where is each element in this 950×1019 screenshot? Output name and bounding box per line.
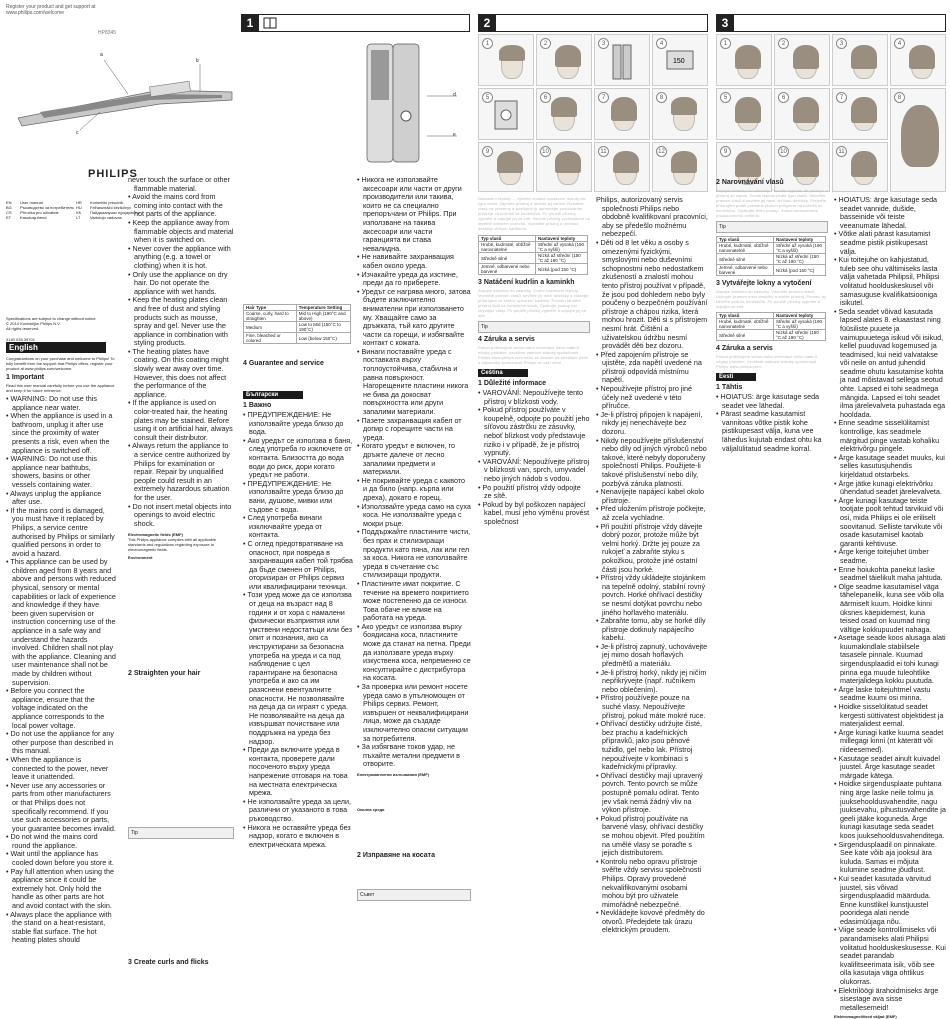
bullet: • When the appliance is connected to the power, never leave it unattended. bbox=[6, 754, 109, 782]
czech-col-1: Nastavení teploty … vyberte vhodné nastavení teploty dle typu vlasů. Zapněte přístroj a nechte jej zahřát. Rozdělte vlasy na prameny a postupně je narovnejte posouváním přístroje od kořínků ke konečkům. Po použití přístroj vypněte a odpojte jej ze sítě. Nechte přístroj vychladnout na tepelně odolném povrchu. Vyčistěte přístroj a ohřívací destičky vlhkým hadříkem. Typ vlasů Nastavení teploty Hrubé, kudrnaté, obtížně narovnatelné Střední až vysoká (190 °C a vyšší) Středně silné Nízká až střední (150 °C až 190 °C) Jemné, odbarvené nebo barvené Nízká (pod 150 °C) 3 Natáčení kudrlin a kaminkh Zapojte zástrčku do zásuvky. Zvolte nastavení teploty. Vezměte pramen vlasů, sevřete jej mezi destičky a otáčejte přístrojem ve směru vytvoření kudrliny. Pomalu táhněte přístroj dolů ke konečkům vlasů. Opakujte postup pro zbývající vlasy. Po použití přístroj vypněte a odpojte jej ze sítě. Tip 4 Záruka a servis Pokud potřebujete servis nebo informace nebo máte-li nějaký problém, navštivte webové stránky společnosti Philips www.philips.com nebo se obraťte na středisko péče o zákazníky společnosti Philips ve vaší zemi. Čeština 1 Důležité informace • VAROVÁNÍ: Nepoužívejte tento přístroj v blízkosti vody. • Pokud přístroj používáte v koupelně, odpojte po použití jeho síťovou zástrčku ze zásuvky, neboť blízkost vody představuje riziko i v případě, že je přístroj vypnutý. • VAROVÁNÍ: Nepoužívejte přístroj v blízkosti van, sprch, umyvadel nebo jiných nádob s vodou. • Po použití přístroj vždy odpojte ze sítě. • Pokud by byl poškozen napájecí kabel, musí jeho výměnu provést společnost bbox=[478, 196, 590, 526]
bullet: • WARNING: Do not use this appliance near water. bbox=[6, 394, 97, 412]
bullet: • Before you connect the appliance, ensure that the voltage indicated on the appliance corresponds to the local power voltage. bbox=[6, 686, 105, 730]
page-1-panel bbox=[237, 0, 474, 898]
bullet: • Използвайте уреда само на суха коса. Не използвайте уреда с мокри ръце. bbox=[357, 501, 471, 528]
panel-number: 2 bbox=[478, 14, 496, 32]
section-heading: 1 Important bbox=[6, 374, 45, 381]
bullet: • Nenavíjejte napájecí kabel okolo přístroje. bbox=[596, 487, 705, 505]
bullet: • Уредът се нагрява много, затова бъдете изключително внимателни при използването му. Хващайте само за дръжката, тъй като другите части са горещи, и избягвайте контакт с кожата. bbox=[357, 286, 471, 348]
brand-logo: PHILIPS bbox=[88, 168, 138, 180]
emf-heading: Electromagnetic fields (EMF) bbox=[128, 532, 183, 538]
intro-text: Congratulations on your purchase and welcome to Philips! To fully benefit from the support that Philips offers, register your product at www.philips.com/welcome. bbox=[6, 356, 115, 371]
bullet: • Pokud přístroj používáte v koupelně, odpojte po použití jeho síťovou zástrčku ze zásuvky, neboť blízkost vody představuje riziko i v případě, že je přístroj vypnutý. bbox=[478, 405, 590, 458]
step-cell: 1 bbox=[716, 34, 772, 86]
register-line: Register your product and get support at bbox=[6, 4, 96, 10]
bullet: • Při použití přístroje vždy dávejte dobrý pozor, protože může být velmi horký. Držte jej pouze za rukojeť a zabraňte styku s pokožkou, protože jiné ostatní části jsou horké. bbox=[596, 521, 703, 574]
step-cell: 7 bbox=[594, 88, 650, 140]
bullet: • This appliance can be used by children aged from 8 years and above and persons with reduced physical, sensory or mental capabilities or lack of experience and knowledge if they have been given supervision or instruction concerning use of the appliance in a safe way and understand the hazards involved. Children shall not play with the appliance. Cleaning and user maintenance shall not be made by children without supervision. bbox=[6, 557, 116, 687]
panel-number: 3 bbox=[716, 14, 734, 32]
english-col-3 bbox=[243, 176, 353, 849]
step-cell: 6 bbox=[536, 88, 592, 140]
bullet: • Enne hoiukohta panekut laske seadmel täielikult maha jahtuda. bbox=[834, 564, 943, 583]
bullet: • Olge seadme kasutamisel väga tähelepanelik, kuna see võib olla äärmiselt kuum. Hoidke kinni üksnes käepidemest, kuna teised osad on kuumad ning vältige kokkupuudet nahaga. bbox=[834, 581, 944, 634]
bullet: • VAROVÁNÍ: Nepoužívejte přístroj v blízkosti van, sprch, umyvadel nebo jiných nádob s vodou. bbox=[478, 456, 590, 483]
temperature-table: Typ vlasů Nastavení teploty Hrubé, kudrnaté, obtížně narovnatelné Střední až vysoká (190 °C a vyšší) Středně silné Nízká až střední (150 °C až 190 °C) Jemné, odbarvené nebo barvené Nízká (pod 150 °C) bbox=[716, 236, 826, 276]
bullet: • Je-li přístroj připojen k napájení, nikdy jej nenechávejte bez dozoru. bbox=[596, 409, 703, 437]
bullet: • Никога не използвайте аксесоари или части от други производители или такива, които не са специално препоръчани от Philips. При използване на такива аксесоари или части гаранцията ви става невалидна. bbox=[357, 175, 462, 253]
rights: All rights reserved. bbox=[6, 326, 40, 331]
bullet: • Ärge kerige toitejuhet ümber seadme. bbox=[834, 547, 929, 565]
bullet: • If the mains cord is damaged, you must have it replaced by Philips, a service centre authorised by Philips or similarly qualified persons in order to avoid a hazard. bbox=[6, 505, 115, 558]
bullet: • Always place the appliance with the stand on a heat-resistant, stable flat surface. The hot heating plates should bbox=[6, 909, 112, 945]
step-cell: 2 bbox=[774, 34, 830, 86]
bullet: • Keep the appliance away from flammable objects and material when it is switched on. bbox=[128, 217, 234, 245]
bullet: • Never use any accessories or parts from other manufacturers or that Philips does not specifically recommend. If you use such accessories or parts, your guarantee becomes invalid. bbox=[6, 780, 116, 833]
callout-a: a bbox=[100, 52, 103, 58]
bullet: never touch the surface or other flammable material. bbox=[128, 175, 230, 193]
step-cell: 4 150 bbox=[652, 34, 708, 86]
step-cell: 3 bbox=[594, 34, 650, 86]
section-heading: 3 Vytvářejte lokny a vytočení bbox=[716, 280, 812, 287]
bullet: • Wait until the appliance has cooled down before you store it. bbox=[6, 849, 114, 868]
bullet: • Asetage seade koos alusaga alati kuumakindlale stabiilsele tasasele pinnale. Kuumad sirgendusplaadid ei tohi kunagi pinna ega muude tuleohtlike materjalidega kokku puutuda. bbox=[834, 633, 946, 686]
tip-box bbox=[128, 827, 234, 839]
bullet: • След употреба винаги изключвайте уреда от контакта. bbox=[243, 513, 323, 540]
section-heading: 3 Create curls and flicks bbox=[128, 959, 209, 967]
panel-header bbox=[478, 14, 708, 32]
panel-header bbox=[716, 14, 946, 32]
bullet: • Pay full attention when using the appliance since it could be extremely hot. Only hold the handle as other parts are hot and avoid contact with the skin. bbox=[6, 866, 115, 911]
step-cell: 3 bbox=[832, 34, 888, 86]
bullet: • Přístroj vždy ukládejte stojánkem na tepelně odolný, stabilní rovný povrch. Horké ohřívací destičky se nesmí dotýkat povrchu nebo jiného hořlavého materiálu. bbox=[596, 573, 706, 617]
english-col-1 bbox=[6, 356, 116, 945]
language-heading: English bbox=[6, 342, 106, 353]
language-heading: Български bbox=[243, 391, 303, 399]
copyright: © 2014 Koninklijke Philips N.V. bbox=[6, 321, 61, 326]
section-heading: 2 Narovnávání vlasů bbox=[716, 179, 784, 186]
bullet: • Поддържайте пластините чисти, без прах и стилизиращи продукти като пяна, лак или гел за коса. Никога не използвайте уреда в съчетание със стилизиращи продукти. bbox=[357, 527, 471, 580]
section-heading: 2 Изправяне на косата bbox=[357, 851, 435, 859]
bullet: • Когато уредът е включен, го дръжте далече от лесно запалими предмети и материали. bbox=[357, 441, 456, 477]
bullet: • Pärast seadme kasutamist vannitoas võtke pistik kohe pistikupesast välja, kuna vee lähedus kujutab endast ohtu ka väljalülitatud seadme korral. bbox=[716, 409, 822, 453]
env-heading: Environment bbox=[128, 555, 153, 561]
step-cell: 9 bbox=[716, 142, 772, 192]
bullet: • Po použití přístroj vždy odpojte ze sítě. bbox=[478, 482, 581, 501]
callout-b: b bbox=[196, 58, 199, 64]
bullet: • Přístroj používejte pouze na suché vlasy. Nepoužívejte přístroj, pokud máte mokré ruce. bbox=[596, 693, 706, 720]
bullet: • Ärge jätke kunagi elektrivõrku ühendatud seadet järelevalveta. bbox=[834, 478, 942, 497]
step-cell: 11 bbox=[832, 142, 888, 192]
bullet: • Не навивайте захранващия кабел около уреда. bbox=[357, 252, 454, 270]
bullet: • WARNING: Do not use this appliance near bathtubs, showers, basins or other vessels containing water. bbox=[6, 454, 97, 489]
step-cell: 10 bbox=[536, 142, 592, 192]
bullet: • Ако уредът се използва върху боядисана коса, пластините може да станат на петна. Преди да използвате уреда върху изкуствена коса, непременно се консултирайте с дистрибутора на косата. bbox=[357, 621, 471, 683]
bullet: • ПРЕДУПРЕЖДЕНИЕ: Не използвайте уреда близо до вани, душове, мивки или съдове с вода. bbox=[243, 478, 344, 514]
language-row: BG Ръководство за потребителя bbox=[6, 205, 74, 210]
language-row: KK Пайдаланушы нұсқаулығы bbox=[76, 210, 140, 215]
section-heading: 4 Záruka a servis bbox=[716, 345, 773, 352]
bullet: • Пластините имат покритие. С течение на времето покритието може постепенно да се износи. Това обаче не влияе на работата на уреда. bbox=[357, 578, 469, 623]
bullet: • HOIATUS: ärge kasutage seda seadet vannide, dušide, basseinide või teiste veeanumate lähedal. bbox=[834, 195, 938, 230]
spec-note: Specifications are subject to change without notice bbox=[6, 316, 96, 321]
tip-box: Tip bbox=[716, 221, 828, 233]
bullet: • Do not insert metal objects into openings to avoid electric shock. bbox=[128, 501, 232, 528]
section-heading: 2 Straighten your hair bbox=[128, 670, 201, 678]
bullet: • HOIATUS: ärge kasutage seda seadet vee lähedal. bbox=[716, 392, 820, 410]
register-site: www.philips.com/welcome bbox=[6, 10, 65, 16]
bullet: • Kui seadet kasutada värvitud juustel, siis võivad sirgendusplaadid määrduda. Enne kunstlikel kunstjuustel pooridega alati nende edasimüüjaga nõu. bbox=[834, 873, 931, 926]
language-row: ET Kasutusjuhend bbox=[6, 215, 47, 220]
czech-col-2 bbox=[596, 195, 708, 935]
step-cell: 4 bbox=[890, 34, 946, 86]
step-cell: 5 bbox=[478, 88, 534, 140]
bullet: • Kasutage seadet ainult kuivadel juustel. Ärge kasutage seadet märgade kätega. bbox=[834, 753, 941, 780]
bullet: • Ако уредът се използва в баня, след употреба го изключете от контакта. Близостта до вода води до риск, дори когато уредът не работи. bbox=[243, 435, 353, 480]
temperature-table-2: Typ vlasů Nastavení teploty Hrubé, kudrnaté, obtížně narovnatelné Střední až vysoká (190 °C a vyšší) Středně silné Nízká až střední (150 °C až 190 °C) bbox=[716, 312, 826, 341]
bullet: • Viige seade kontrollimiseks või parandamiseks alati Philipsi volitatud hoolduskeskusesse. Kui seadet parandab kvalifitseerimata isik, võib see olla kasutaja väga ohtlikus olukorras. bbox=[834, 925, 946, 987]
bullet: • Този уред може да се използва от деца на възраст над 8 години и от хора с намалени физически възприятия или умствени недостатъци или без опит и познания, ако са инструктирани за безопасна употреба на уреда и са под наблюдение с цел гарантиране на безопасна употреба и ако са им разяснени евентуалните опасности. Не позволявайте на деца да си играят с уреда. Не позволявайте на деца да извършват почистване или поддръжка на уреда без надзор. bbox=[243, 590, 353, 746]
bullet: • Kontrolu nebo opravu přístroje svěřte vždy servisu společnosti Philips. Opravy provedené nekvalifikovanými osobami mohou být pro uživatele mimořádně nebezpečné. bbox=[596, 856, 702, 909]
step-cell: 8 bbox=[890, 88, 946, 192]
bullet: • Hoidke sirgendusplaate puhtana ning ärge laske neile tolmu ja juuksehooldusvahendite, nagu juuksevahu, pihustusvahendite ja geeli jääke koguneda. Ärge kunagi kasutage seda seadet koos juuksehooldusvahenditega. bbox=[834, 779, 946, 840]
bullet: • Elektrilöögi ärahoidmiseks ärge sisestage ava sisse metallesemeid! bbox=[834, 985, 939, 1012]
bullet: • Никога не оставяйте уреда без надзор, когато е включен в електрическата мрежа. bbox=[243, 822, 351, 849]
emf-heading: Електромагнитни излъчвания (EMF) bbox=[357, 771, 430, 777]
bullet: • Ärge laske toitejuhtmel vastu seadme kuumi osi minna. bbox=[834, 684, 931, 703]
bullet: • Před uložením přístroje počkejte, až zcela vychladne. bbox=[596, 504, 706, 522]
tip-box: Tip bbox=[478, 321, 590, 333]
straightener-illustration bbox=[0, 34, 237, 144]
language-heading: Eesti bbox=[716, 373, 756, 381]
bullet: • Изчакайте уреда да изстине, преди да го приберете. bbox=[357, 269, 458, 288]
safety-bullets bbox=[6, 395, 116, 945]
env-heading: Околна среда bbox=[357, 806, 385, 812]
bullet: • С оглед предотвратяване на опасност, при повреда в захранващия кабел той трябва да бъде сменен от Philips, оторизиран от Philips сервиз или квалифицирани техници. bbox=[243, 538, 353, 591]
language-row: LT Vartotojo vadovas bbox=[76, 215, 122, 220]
model-number: HP8345 bbox=[98, 30, 117, 36]
language-row: HR Korisnički priručnik bbox=[76, 200, 124, 205]
bullet: • VAROVÁNÍ: Nepoužívejte tento přístroj v blízkosti vody. bbox=[478, 388, 584, 406]
bullet: • Sirgendusplaadil on pinnakate. See kate võib aja jooksul ära kuluda. Samas ei mõjuta kulumine seadme jõudlust. bbox=[834, 839, 937, 875]
bullet: • Keep the heating plates clean and free of dust and styling products such as mousse, spray and gel. Never use the appliance in combination with styling products. bbox=[128, 295, 228, 348]
bullet: • За избягване токов удар, не пъхайте метални предмети в отворите. bbox=[357, 742, 460, 769]
section-heading: 1 Tähtis bbox=[716, 384, 743, 391]
bullet: • Do not use the appliance for any other purpose than described in this manual. bbox=[6, 729, 115, 756]
cover-page bbox=[0, 0, 237, 967]
bullet: • Винаги поставяйте уреда с поставката върху топлоустойчива, стабилна и равна повърхност. Нагорещените пластини никога не бива да докосват повърхността или други запалими материали. bbox=[357, 346, 469, 417]
bullet: • Avoid the mains cord from coming into contact with the hot parts of the appliance. bbox=[128, 192, 223, 219]
bullet: • Always unplug the appliance after use. bbox=[6, 488, 102, 507]
step-cell: 7 bbox=[832, 88, 888, 140]
bullet: • Nevkládejte kovové předměty do otvorů. Předejdete tak úrazu elektrickým proudem. bbox=[596, 908, 705, 935]
bullet: • Не покривайте уреда с каквото и да било (напр. кърпа или дреха), докато е горещ. bbox=[357, 475, 466, 502]
emf-heading: Elektromagnetilised väljad (EMF) bbox=[834, 1014, 897, 1019]
bullet: • За проверка или ремонт носете уреда само в упълномощен от Philips сервиз. Ремонт, извършен от неквалифицирани лица, може да създаде изключително опасни ситуации за потребителя. bbox=[357, 682, 469, 743]
section-intro: Read this user manual carefully before you use the appliance and keep it for future reference. bbox=[6, 383, 115, 393]
page-2-panel bbox=[474, 0, 712, 935]
svg-text:150: 150 bbox=[673, 58, 685, 65]
step-cell: 8 bbox=[652, 88, 708, 140]
bullet: • Always return the appliance to a service centre authorized by Philips for examination or repair. Repair by unqualified people could result in an extremely hazardous situation for the user. bbox=[128, 441, 230, 502]
estonian-col-1: 2 Narovnávání vlasů Zapojte zástrčku do zásuvky. Posuňte vypínač do polohy I a přístroj se zapne. Zvolte teplotu podle typu vlasů. Vezměte pramen vlasů a sevřete jej mezi ohřívací destičky. Přejeďte přístrojem podél pramene jedním pohybem od kořínků ke konečkům. Opakujte tento postup, dokud nedosáhnete požadovaného vzhledu. Tip Typ vlasů Nastavení teploty Hrubé, kudrnaté, obtížně narovnatelné Střední až vysoká (190 °C a vyšší) Středně silné Nízká až střední (150 °C až 190 °C) Jemné, odbarvené nebo barvené Nízká (pod 150 °C) 3 Vytvářejte lokny a vytočení Zapojte zástrčku do zásuvky. Vezměte pramen vlasů. Uchopte pramen mezi destičky a otočte přístroj. Pomalu jej táhněte dolů ke konečkům. Po použití přístroj vypněte a odpojte ze sítě. Typ vlasů Nastavení teploty Hrubé, kudrnaté, obtížně narovnatelné Střední až vysoká (190 °C a vyšší) Středně silné Nízká až střední (150 °C až 190 °C) 4 Záruka a servis Pokud potřebujete servis nebo informace nebo máte-li nějaký problém, navštivte webové stránky společnosti Philips www.philips.com. Eesti 1 Tähtis • HOIATUS: ärge kasutage seda seadet vee lähedal. • Pärast seadme kasutamist vannitoas võtke pistik kohe pistikupesast välja, kuna vee lähedus kujutab endast ohtu ka väljalülitatud seadme korral. bbox=[716, 179, 828, 453]
bullet: • Před zapojením přístroje se ujistěte, zda napětí uvedené na přístroji odpovídá místnímu napětí. bbox=[596, 349, 702, 385]
bullet: • ПРЕДУПРЕЖДЕНИЕ: Не използвайте уреда близо до вода. bbox=[243, 410, 344, 437]
section-heading: 4 Guarantee and service bbox=[243, 360, 324, 367]
callout-e: e bbox=[453, 132, 456, 138]
book-icon bbox=[263, 16, 277, 30]
callout-c: c bbox=[76, 130, 79, 136]
bullet: • Ärge kasutage seadet muuks, kui selles kasutusjuhendis kirjeldatud otstarbeks. bbox=[834, 452, 945, 479]
bullet: • Je-li přístroj horký, nikdy jej ničím nepřikrývejte (např. ručníkem nebo oblečením). bbox=[596, 667, 707, 694]
device-illustration bbox=[347, 36, 467, 176]
bullet: • Nikdy nepoužívejte příslušenství nebo díly od jiných výrobců nebo takové, které nebyly doporučeny společností Philips. Použijete-li takové příslušenství nebo díly, pozbývá záruka platnosti. bbox=[596, 435, 707, 488]
bullet: • Never cover the appliance with anything (e.g. a towel or clothing) when it is hot. bbox=[128, 243, 231, 270]
step-cell: 6 bbox=[774, 88, 830, 140]
bullet: • Pokud přístroj používáte na barvené vlasy, ohřívací destičky se mohou objevit. Před použitím na umělé vlasy se poraďte s jejich distributorem. bbox=[596, 813, 705, 858]
language-row: HU Felhasználói kézikönyv bbox=[76, 205, 132, 210]
section-heading: 1 Důležité informace bbox=[478, 380, 547, 387]
bullet: • Преди да включите уреда в контакта, проверете дали посоченото върху уреда напрежение отговаря на това на местната електрическа мрежа. bbox=[243, 745, 348, 798]
temperature-table: Typ vlasů Nastavení teploty Hrubé, kudrnaté, obtížně narovnatelné Střední až vysoká (190 °C a vyšší) Středně silné Nízká až střední (150 °C až 190 °C) Jemné, odbarvené nebo barvené Nízká (pod 150 °C) bbox=[478, 235, 588, 275]
legal-block bbox=[6, 316, 106, 342]
bullet: • Pokud by byl poškozen napájecí kabel, musí jeho výměnu provést společnost bbox=[478, 499, 590, 526]
step-cell: 10 bbox=[774, 142, 830, 192]
emf-text: This Philips appliance complies with all applicable standards and regulations regarding exposure to electromagnetic fields. bbox=[128, 537, 217, 553]
bullet: • Seda seadet võivad kasutada lapsed alates 8. eluaastast ning füüsiliste puuete ja vaimupuuetega isikud või isikud, kellel puuduvad kogemused ja teadmised, kui neid valvatakse või neile on antud juhendid seadme ohutu kasutamise kohta ja nad mõistavad sellega seotud ohte. Lapsed ei tohi seadmega mängida. Lapsed ei tohi seadet ilma järelevalveta puhastada ega hooldada. bbox=[834, 306, 946, 419]
bullet: • Ärge kunagi kasutage teiste tootjate poolt tehtud tarvikuid või osi, mida Philips ei ole eriliselt soovitanud. Selliste tarvikute või osade kasutamisel kaotab garantii kehtivuse. bbox=[834, 495, 944, 548]
estonian-col-2 bbox=[834, 195, 946, 1019]
english-col-2 bbox=[128, 175, 234, 967]
panel-number: 1 bbox=[241, 14, 259, 32]
bullet: • Ohřívací destičky udržujte čisté, bez prachu a kadeřnických přípravků, jako jsou pěnové tužidlo, gel nebo lak. Přístroj nepoužívejte v kombinaci s kadeřnickými přípravky. bbox=[596, 719, 702, 772]
bullet: • Ärge kunagi katke kuuma seadet millegagi kinni (nt käterätt või riideesemed). bbox=[834, 727, 944, 754]
bullet: Philips, autorizovaný servis společnosti Philips nebo obdobně kvalifikovaní pracovníci, aby se předešlo možnému nebezpečí. bbox=[596, 195, 708, 239]
bullet: • When the appliance is used in a bathroom, unplug it after use since the proximity of water presents a risk, even when the appliance is switched off. bbox=[6, 411, 113, 455]
section-heading: 1 Важно bbox=[243, 402, 272, 409]
bullet: • The heating plates have coating. On this coating might slowly wear away over time. However, this does not affect the performance of the appliance. bbox=[128, 346, 229, 399]
bullet: • Ohřívací destičky mají upravený povrch. Tento povrch se může postupně pomalu odírat. Tento jev však nemá žádný vliv na výkon přístroje. bbox=[596, 770, 703, 815]
callout-d: d bbox=[453, 92, 456, 98]
bullet: • Děti od 8 let věku a osoby s omezenými fyzickými, smyslovými nebo duševními schopnostmi nebo nedostatkem zkušeností a znalostí mohou tento přístroj používat v případě, že jsou pod dohledem nebo byly poučeny o bezpečném používání přístroje a chápou rizika, která mohou hrozit. Děti si s přístrojem nesmí hrát. Čištění a uživatelskou údržbu nesmí provádět děti bez dozoru. bbox=[596, 237, 708, 351]
bullet: • Nepoužívejte přístroj pro jiné účely než uvedené v této příručce. bbox=[596, 384, 693, 411]
step-cell: 11 bbox=[594, 142, 650, 192]
bullet: • Only use the appliance on dry hair. Do not operate the appliance with wet hands. bbox=[128, 269, 228, 296]
bullet: • Enne seadme sisselülitamist kontrollige, kas seadmele märgitud pinge vastab kohaliku elektrivõrgu pingele. bbox=[834, 418, 940, 454]
tip-box: Съвет bbox=[357, 889, 471, 901]
step-cell: 5 bbox=[716, 88, 772, 140]
bullet: • Не използвайте уреда за цели, различни от указаното в това ръководство. bbox=[243, 796, 352, 823]
bulgarian-col-2 bbox=[357, 175, 471, 898]
step-cell: 9 bbox=[478, 142, 534, 192]
bullet: • Пазете захранващия кабел от допир с горещите части на уреда. bbox=[357, 415, 462, 442]
bullet: • Je-li přístroj zapnutý, uchovávejte jej mimo dosah hořlavých předmětů a materiálu. bbox=[596, 641, 708, 669]
bullet: • Zabraňte tomu, aby se horké díly přístroje dotknuly napájecího kabelu. bbox=[596, 616, 706, 643]
bullet: • Do not wind the mains cord round the appliance. bbox=[6, 832, 98, 850]
language-heading: Čeština bbox=[478, 369, 528, 377]
temperature-table: Hair Type Temperature Setting Coarse, curly, hard to straighten Mid to High (190°C and above) Medium Low to Mid (150°C to 190°C) Fine, bleached or colored Low (below 150°C) bbox=[243, 304, 351, 344]
section-heading: 3 Natáčení kudrlin a kaminkh bbox=[478, 279, 575, 286]
tip-label: Tip bbox=[131, 830, 138, 837]
language-row: EN User manual bbox=[6, 200, 43, 205]
section-heading: 4 Záruka a servis bbox=[478, 336, 535, 343]
bullet: • Hoidke sisselülitatud seadet kergesti süttivatest objektidest ja materjalidest eemal. bbox=[834, 702, 944, 729]
step-cell: 12 bbox=[652, 142, 708, 192]
bullet: • If the appliance is used on color-treated hair, the heating plates may be stained. Before using it on artificial hair, always consult their distributor. bbox=[128, 398, 233, 442]
language-row: CS Příručka pro uživatele bbox=[6, 210, 59, 215]
page-3-panel bbox=[712, 0, 950, 1019]
step-cell: 1 bbox=[478, 34, 534, 86]
english-heading bbox=[6, 342, 106, 353]
bullet: • Kui toitejuhe on kahjustatud, tuleb see ohu vältimiseks lasta välja vahetada Philipsil, Philipsi volitatud hoolduskeskusel või samasuguse kvalifikatsiooniga isikutel. bbox=[834, 255, 940, 308]
bullet: • Võtke alati pärast kasutamist seadme pistik pistikupesast välja. bbox=[834, 229, 931, 256]
step-cell: 2 bbox=[536, 34, 592, 86]
document-code: 3140 035 39701 bbox=[6, 337, 35, 342]
